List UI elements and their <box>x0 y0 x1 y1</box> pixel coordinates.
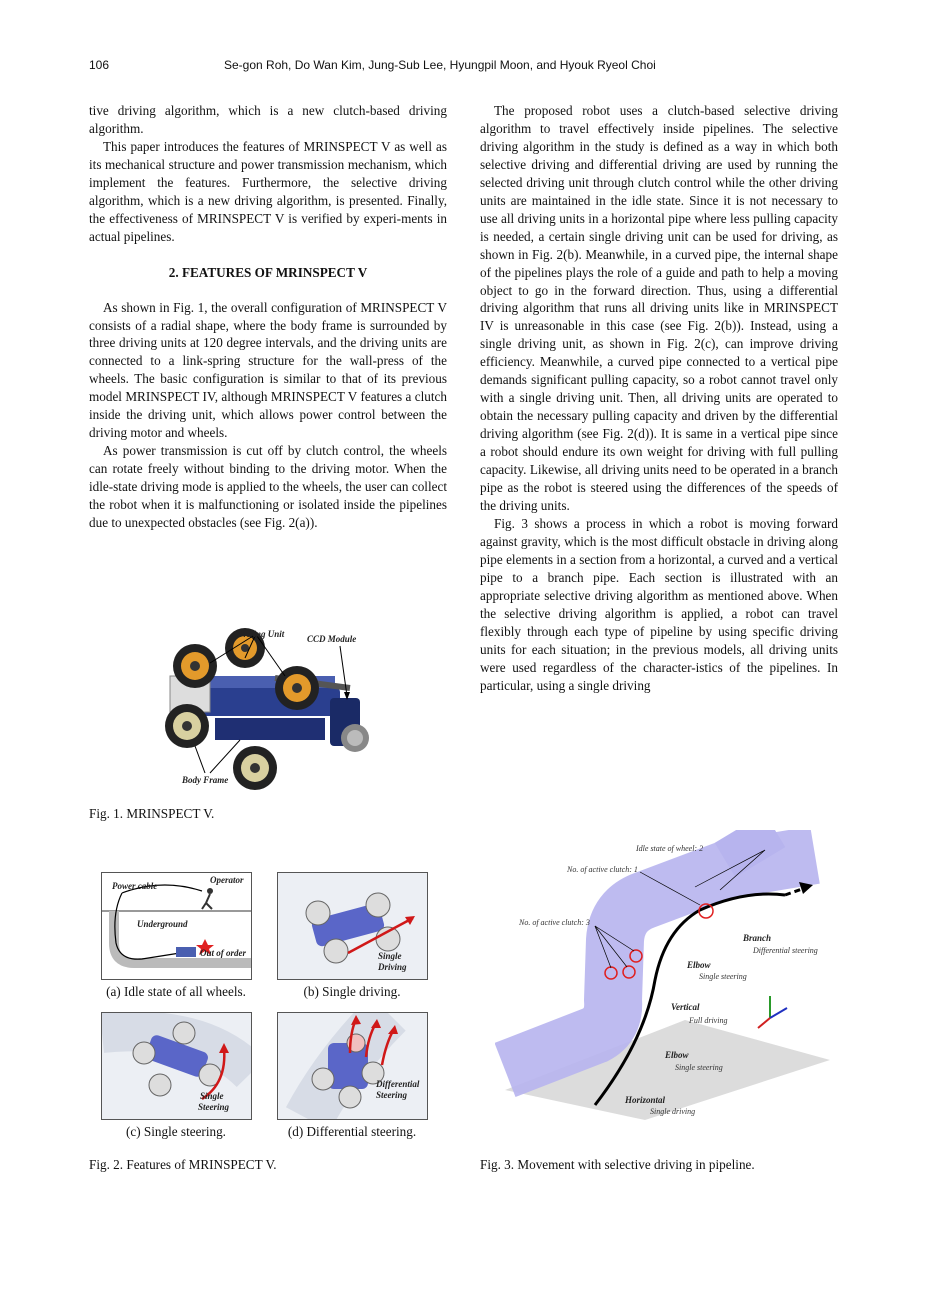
paragraph: Fig. 3 shows a process in which a robot is moving forward against gravity, which is the most difficult obstacle in driving along pipe elements in a section from a horizontal, a curved and a vertical pipe to a branch pipe. Each section is illustrated with an appropriate selective driving algorithm as mentioned above. When the selective driving algorithm is applied, a robot can travel flexibly through each type of pipeline by using specific driving units for each situation; in the previous models, all driving units were used regardless of the character-istics of the pipelines. In particular, using a single driving <box>480 515 838 693</box>
right-column <box>480 102 838 694</box>
label-active-clutch-3: No. of active clutch: 3 <box>519 918 590 927</box>
wheel-icon <box>275 666 319 710</box>
fig3-caption: Fig. 3. Movement with selective driving in pipeline. <box>480 1157 755 1172</box>
wheel-icon <box>165 704 209 748</box>
axis-triad-icon <box>758 996 787 1028</box>
paragraph: This paper introduces the features of MRINSPECT V as well as its mechanical structure and power transmission mechanism, which implement the features. Furthermore, the selective driving algorithm, which is a new driving algorithm, is presented. Finally, the effectiveness of MRINSPECT V is verified by experi-ments in actual pipelines. <box>89 138 447 244</box>
page-header <box>89 58 836 76</box>
fig2d-caption: (d) Differential steering. <box>287 1124 417 1139</box>
label-steering: Steering <box>376 1090 408 1100</box>
label-active-clutch-1: No. of active clutch: 1 <box>567 865 638 874</box>
label-power-cable: Power cable <box>112 881 158 891</box>
label-horizontal: Horizontal <box>625 1095 666 1105</box>
label-steering: Steering <box>198 1102 230 1112</box>
fig2d-illustration <box>278 1013 427 1119</box>
wheel-icon <box>233 746 277 790</box>
fig2c-panel <box>101 1012 252 1120</box>
label-driving: Driving <box>378 962 407 972</box>
label-elbow-upper: Elbow <box>687 960 711 970</box>
fig1-caption: Fig. 1. MRINSPECT V. <box>89 806 215 821</box>
label-elbow-lower: Elbow <box>665 1050 689 1060</box>
page-number: 106 <box>89 58 110 72</box>
fig1-label-body-frame: Body Frame <box>182 775 229 785</box>
label-differential: Differential <box>376 1079 420 1089</box>
paragraph: As power transmission is cut off by clutch control, the wheels can rotate freely without binding to the driving motor. When the idle-state driving mode is applied to the wheels, the user can collect the robot when it is malfunctioning or isolated inside the pipelines due to unexpected obstacles (see Fig. 2(a)). <box>89 443 447 531</box>
running-authors: Se-gon Roh, Do Wan Kim, Jung-Sub Lee, Hyungpil Moon, and Hyouk Ryeol Choi <box>224 58 656 72</box>
label-single: Single <box>378 951 402 961</box>
label-operator: Operator <box>210 875 244 885</box>
fig1-label-driving-unit: Driving Unit <box>237 629 285 639</box>
label-vertical-sub: Full driving <box>689 1016 728 1025</box>
paragraph: tive driving algorithm, which is a new clutch-based driving algorithm. <box>89 103 447 136</box>
fig2a-caption: (a) Idle state of all wheels. <box>106 984 246 999</box>
left-column <box>89 102 447 532</box>
fig2b-panel <box>277 872 428 980</box>
label-idle-state: Idle state of wheel: 2 <box>636 844 704 853</box>
label-out-of-order: Out of order <box>200 948 247 958</box>
fig2-caption: Fig. 2. Features of MRINSPECT V. <box>89 1157 277 1172</box>
fig1-label-ccd-module: CCD Module <box>307 634 357 644</box>
paragraph: The proposed robot uses a clutch-based selective driving algorithm to travel effectively inside pipelines. The selective driving algorithm in the study is defined as a way in which both selective driving and differential driving are used by running the selected driving unit through clutch control while the other driving units are maintained in the idle state. Since it is not necessary to use all driving units in a horizontal pipe where less pulling capacity is needed, a certain single driving unit can be used for driving, as shown in Fig. 2(b). Meanwhile, in a curved pipe, the internal shape of the pipelines plays the role of a guide and path to help a moving object to go in the forward direction. Thus, using a differential driving algorithm that runs all driving units like in MRINSPECT IV is unreasonable in this case (see Fig. 2(b)). Instead, using a single driving unit, as shown in Fig. 2(c), can improve driving efficiency. Meanwhile, a curved pipe connected to a vertical pipe demands significant pulling capacity, so a robot cannot travel only with a single driving unit. Then, all driving units are operated to obtain the necessary pulling capacity and driven by the differential driving algorithm (see Fig. 2(d)). It is same in a vertical pipe since a robot should endure its own weight for driving with full pulling capacity. Likewise, all driving units need to be operated in a branch pipe as the robot is steered using the differences of the speeds of the driving units. <box>480 103 838 513</box>
fig2d-panel <box>277 1012 428 1120</box>
fig3-image <box>495 830 830 1120</box>
paragraph: As shown in Fig. 1, the overall configuration of MRINSPECT V consists of a radial shape, where the body frame is surrounded by three driving units at 120 degree intervals, and the driving units are connected to a link-spring structure for the wall-press of the wheels. The basic configuration is similar to that of its previous model MRINSPECT IV, although MRINSPECT V features a clutch inside the driving unit, which allows power control between the driving motor and wheels. <box>89 299 447 441</box>
fig2a-panel <box>101 872 252 980</box>
operator-icon <box>202 888 213 909</box>
robot-illustration <box>155 618 380 796</box>
label-elbow-lower-sub: Single steering <box>675 1063 723 1072</box>
wheel-icon <box>173 644 217 688</box>
label-branch-sub: Differential steering <box>753 946 818 955</box>
label-elbow-upper-sub: Single steering <box>699 972 747 981</box>
label-horizontal-sub: Single driving <box>650 1107 696 1116</box>
label-vertical: Vertical <box>671 1002 700 1012</box>
fig1-robot-image <box>155 618 380 796</box>
label-branch: Branch <box>743 933 772 943</box>
fig2b-caption: (b) Single driving. <box>303 984 401 999</box>
label-single: Single <box>200 1091 224 1101</box>
section-heading: 2. FEATURES OF MRINSPECT V <box>168 264 368 280</box>
label-underground: Underground <box>137 919 188 929</box>
fig3-illustration <box>495 830 830 1120</box>
fig2c-caption: (c) Single steering. <box>126 1124 226 1139</box>
